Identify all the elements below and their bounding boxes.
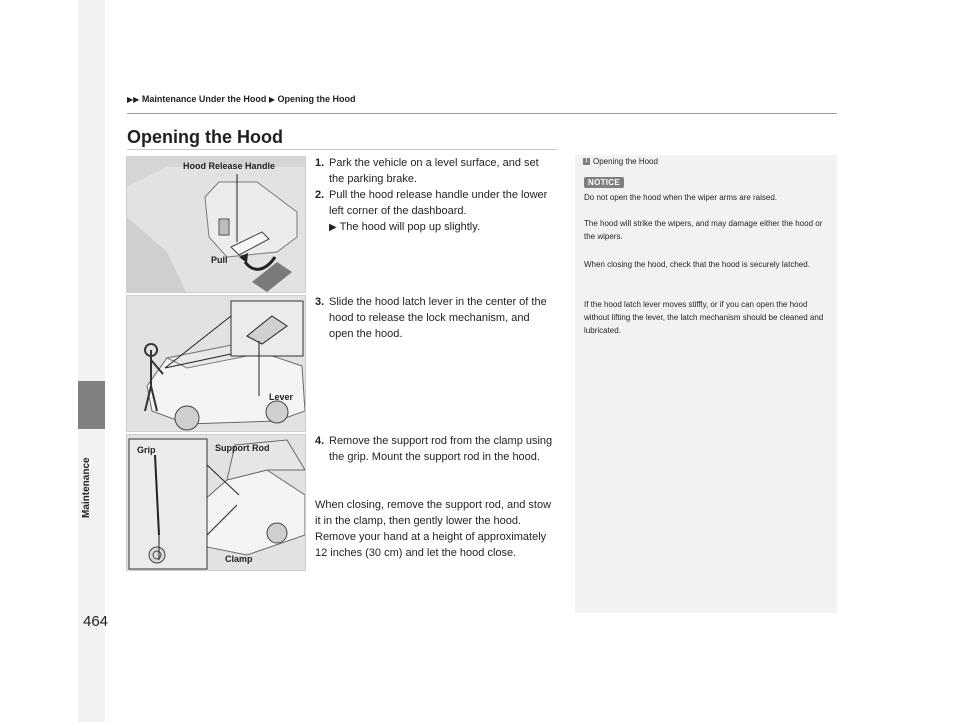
hood-release-drawing — [127, 157, 306, 293]
hood-release-handle-label: Hood Release Handle — [183, 161, 276, 171]
steps-block-1 — [315, 155, 555, 236]
step-number: 1. — [315, 157, 325, 169]
step-text: Remove the support rod from the clamp using the grip. Mount the support rod in the hood. — [329, 435, 553, 463]
note-paragraph-3: When closing the hood, check that the hood is securely latched. — [584, 260, 810, 269]
breadcrumb — [127, 94, 356, 104]
step-number: 4. — [315, 435, 325, 447]
lever-label: Lever — [269, 392, 294, 402]
note-title — [583, 157, 658, 166]
steps-block-2 — [315, 294, 555, 342]
step-text: Slide the hood latch lever in the center of the hood to release the lock mechanism, and open the hood. — [329, 296, 547, 340]
step-2-result — [315, 219, 555, 236]
section-label: Maintenance — [81, 457, 92, 518]
section-tab-marker — [78, 381, 105, 429]
steps-block-3 — [315, 433, 555, 465]
support-rod-label: Support Rod — [215, 443, 270, 453]
step-number: 2. — [315, 189, 325, 201]
notice-badge: NOTICE — [584, 177, 624, 188]
note-title-text: Opening the Hood — [593, 157, 658, 166]
hood-latch-illustration — [126, 295, 306, 432]
support-rod-illustration — [126, 434, 306, 571]
hood-latch-drawing — [127, 296, 306, 432]
note-icon: 1 — [584, 158, 589, 165]
result-text: The hood will pop up slightly. — [339, 221, 480, 233]
page-number: 464 — [83, 613, 109, 630]
step-text: Pull the hood release handle under the lower left corner of the dashboard. — [329, 189, 548, 217]
pull-label: Pull — [211, 255, 228, 265]
clamp-label: Clamp — [225, 554, 253, 564]
grip-label: Grip — [137, 445, 156, 455]
closing-paragraph: When closing, remove the support rod, and stow it in the clamp, then gently lower the hood. Remove your hand at a height of approximately 12 inches (30 cm) and let the hood close. — [315, 499, 552, 559]
step-1 — [315, 155, 555, 187]
header-divider — [127, 113, 837, 114]
breadcrumb-item-2[interactable]: Opening the Hood — [277, 94, 356, 104]
support-rod-drawing — [127, 435, 306, 571]
title-divider — [127, 149, 557, 150]
step-2 — [315, 187, 555, 219]
step-number: 3. — [315, 296, 325, 308]
hood-release-illustration — [126, 156, 306, 293]
step-3 — [315, 294, 555, 342]
breadcrumb-item-1[interactable]: Maintenance Under the Hood — [141, 94, 267, 104]
breadcrumb-arrow-icon: ▶▶ — [127, 95, 140, 104]
step-text: Park the vehicle on a level surface, and set the parking brake. — [329, 157, 539, 185]
note-paragraph-1: Do not open the hood when the wiper arms are raised. — [584, 193, 778, 202]
breadcrumb-arrow-icon: ▶ — [268, 95, 276, 104]
step-4 — [315, 433, 555, 465]
result-arrow-icon: ▶ — [329, 222, 337, 233]
page-title: Opening the Hood — [127, 127, 283, 147]
note-paragraph-4: If the hood latch lever moves stiffly, or if you can open the hood without lifting the lever, the latch mechanism should be cleaned and lubricated. — [584, 300, 824, 335]
note-paragraph-2: The hood will strike the wipers, and may damage either the hood or the wipers. — [584, 219, 823, 241]
